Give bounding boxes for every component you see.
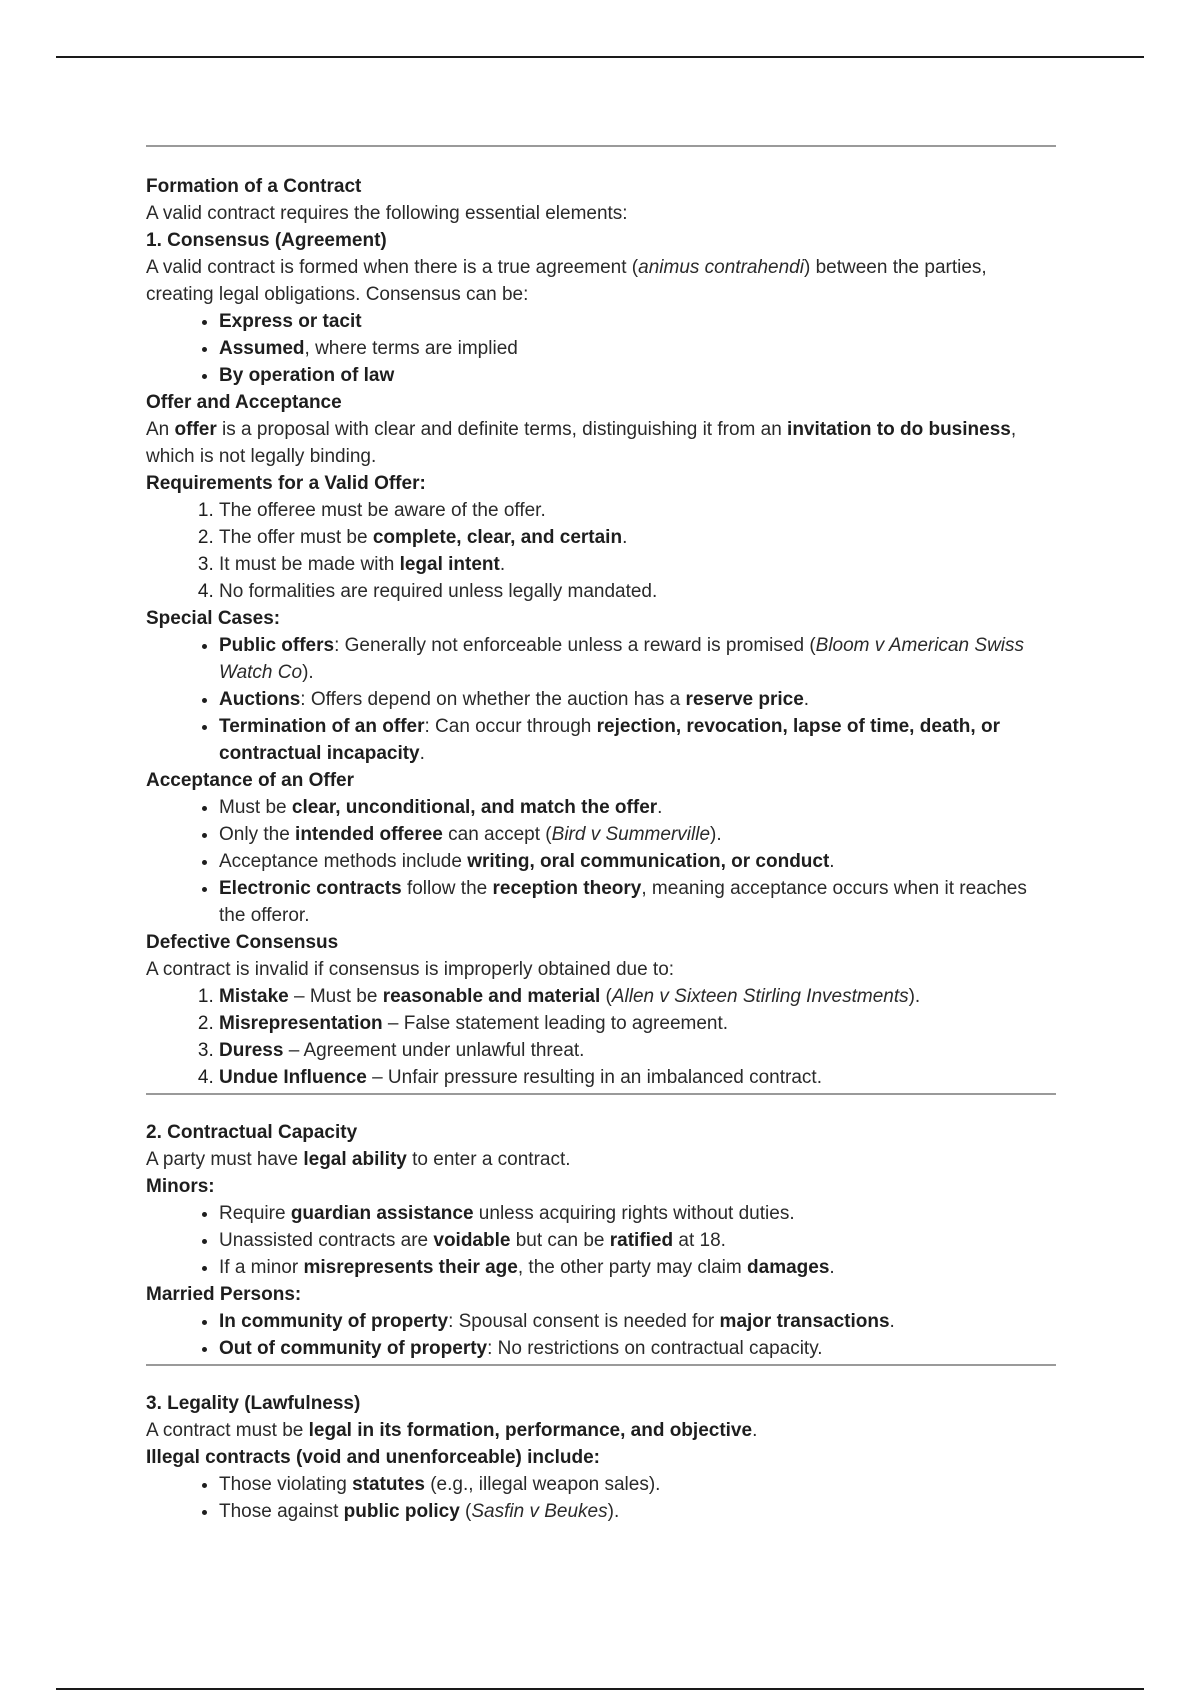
list-item: • In community of property: Spousal consent is needed for major transactions. xyxy=(219,1308,1056,1335)
section-divider xyxy=(146,145,1056,147)
legality-intro: A contract must be legal in its formation, performance, and objective. xyxy=(146,1420,758,1441)
married-persons-heading: Married Persons: xyxy=(146,1284,302,1305)
capacity-heading: 2. Contractual Capacity xyxy=(146,1122,358,1143)
list-item: 1. The offeree must be aware of the offer. xyxy=(219,497,1056,524)
acceptance-heading: Acceptance of an Offer xyxy=(146,770,354,791)
list-item: 2. The offer must be complete, clear, and certain. xyxy=(219,524,1056,551)
special-cases-heading: Special Cases: xyxy=(146,608,281,629)
offer-heading: Offer and Acceptance xyxy=(146,392,342,413)
list-item: • Termination of an offer: Can occur through rejection, revocation, lapse of time, death, or contractual incapacity. xyxy=(219,713,1056,767)
special-cases-list xyxy=(146,632,1056,767)
list-item: • Electronic contracts follow the reception theory, meaning acceptance occurs when it reaches the offeror. xyxy=(219,875,1056,929)
acceptance-list xyxy=(146,794,1056,929)
defective-consensus-intro: A contract is invalid if consensus is improperly obtained due to: xyxy=(146,959,675,980)
minors-list xyxy=(146,1200,1056,1281)
minors-heading: Minors: xyxy=(146,1176,215,1197)
document-body xyxy=(146,145,1056,1525)
list-item: • Must be clear, unconditional, and match the offer. xyxy=(219,794,1056,821)
consensus-paragraph: A valid contract is formed when there is a true agreement (animus contrahendi) between the parties, creating legal obligations. Consensus can be: xyxy=(146,257,987,305)
list-item: 1. Mistake – Must be reasonable and material (Allen v Sixteen Stirling Investments). xyxy=(219,983,1056,1010)
consensus-heading: 1. Consensus (Agreement) xyxy=(146,230,387,251)
list-item: • Those against public policy (Sasfin v Beukes). xyxy=(219,1498,1056,1525)
section-divider xyxy=(146,1364,1056,1366)
page-bottom-rule xyxy=(56,1688,1144,1690)
list-item: • Assumed, where terms are implied xyxy=(219,335,1056,362)
list-item: 4. No formalities are required unless legally mandated. xyxy=(219,578,1056,605)
page-top-rule xyxy=(56,56,1144,58)
section-divider xyxy=(146,1093,1056,1095)
illegal-contracts-heading: Illegal contracts (void and unenforceable) include: xyxy=(146,1447,600,1468)
list-item: 3. Duress – Agreement under unlawful threat. xyxy=(219,1037,1056,1064)
list-item: • Acceptance methods include writing, oral communication, or conduct. xyxy=(219,848,1056,875)
list-item: • By operation of law xyxy=(219,362,1056,389)
list-item: 2. Misrepresentation – False statement leading to agreement. xyxy=(219,1010,1056,1037)
list-item: • If a minor misrepresents their age, the other party may claim damages. xyxy=(219,1254,1056,1281)
capacity-intro: A party must have legal ability to enter a contract. xyxy=(146,1149,571,1170)
list-item: • Express or tacit xyxy=(219,308,1056,335)
married-persons-list xyxy=(146,1308,1056,1362)
list-item: • Auctions: Offers depend on whether the auction has a reserve price. xyxy=(219,686,1056,713)
list-item: 3. It must be made with legal intent. xyxy=(219,551,1056,578)
legality-heading: 3. Legality (Lawfulness) xyxy=(146,1393,361,1414)
requirements-heading: Requirements for a Valid Offer: xyxy=(146,473,426,494)
defective-consensus-heading: Defective Consensus xyxy=(146,932,339,953)
list-item: • Unassisted contracts are voidable but can be ratified at 18. xyxy=(219,1227,1056,1254)
list-item: • Only the intended offeree can accept (Bird v Summerville). xyxy=(219,821,1056,848)
offer-paragraph: An offer is a proposal with clear and definite terms, distinguishing it from an invitation to do business, which is not legally binding. xyxy=(146,419,1017,467)
list-item: • Those violating statutes (e.g., illegal weapon sales). xyxy=(219,1471,1056,1498)
list-item: 4. Undue Influence – Unfair pressure resulting in an imbalanced contract. xyxy=(219,1064,1056,1091)
intro-paragraph: A valid contract requires the following essential elements: xyxy=(146,203,628,224)
defective-consensus-list xyxy=(146,983,1056,1091)
requirements-list xyxy=(146,497,1056,605)
list-item: • Public offers: Generally not enforceable unless a reward is promised (Bloom v American Swiss Watch Co). xyxy=(219,632,1056,686)
list-item: • Require guardian assistance unless acquiring rights without duties. xyxy=(219,1200,1056,1227)
section-title: Formation of a Contract xyxy=(146,176,362,197)
illegal-contracts-list xyxy=(146,1471,1056,1525)
consensus-types-list xyxy=(146,308,1056,389)
list-item: • Out of community of property: No restrictions on contractual capacity. xyxy=(219,1335,1056,1362)
